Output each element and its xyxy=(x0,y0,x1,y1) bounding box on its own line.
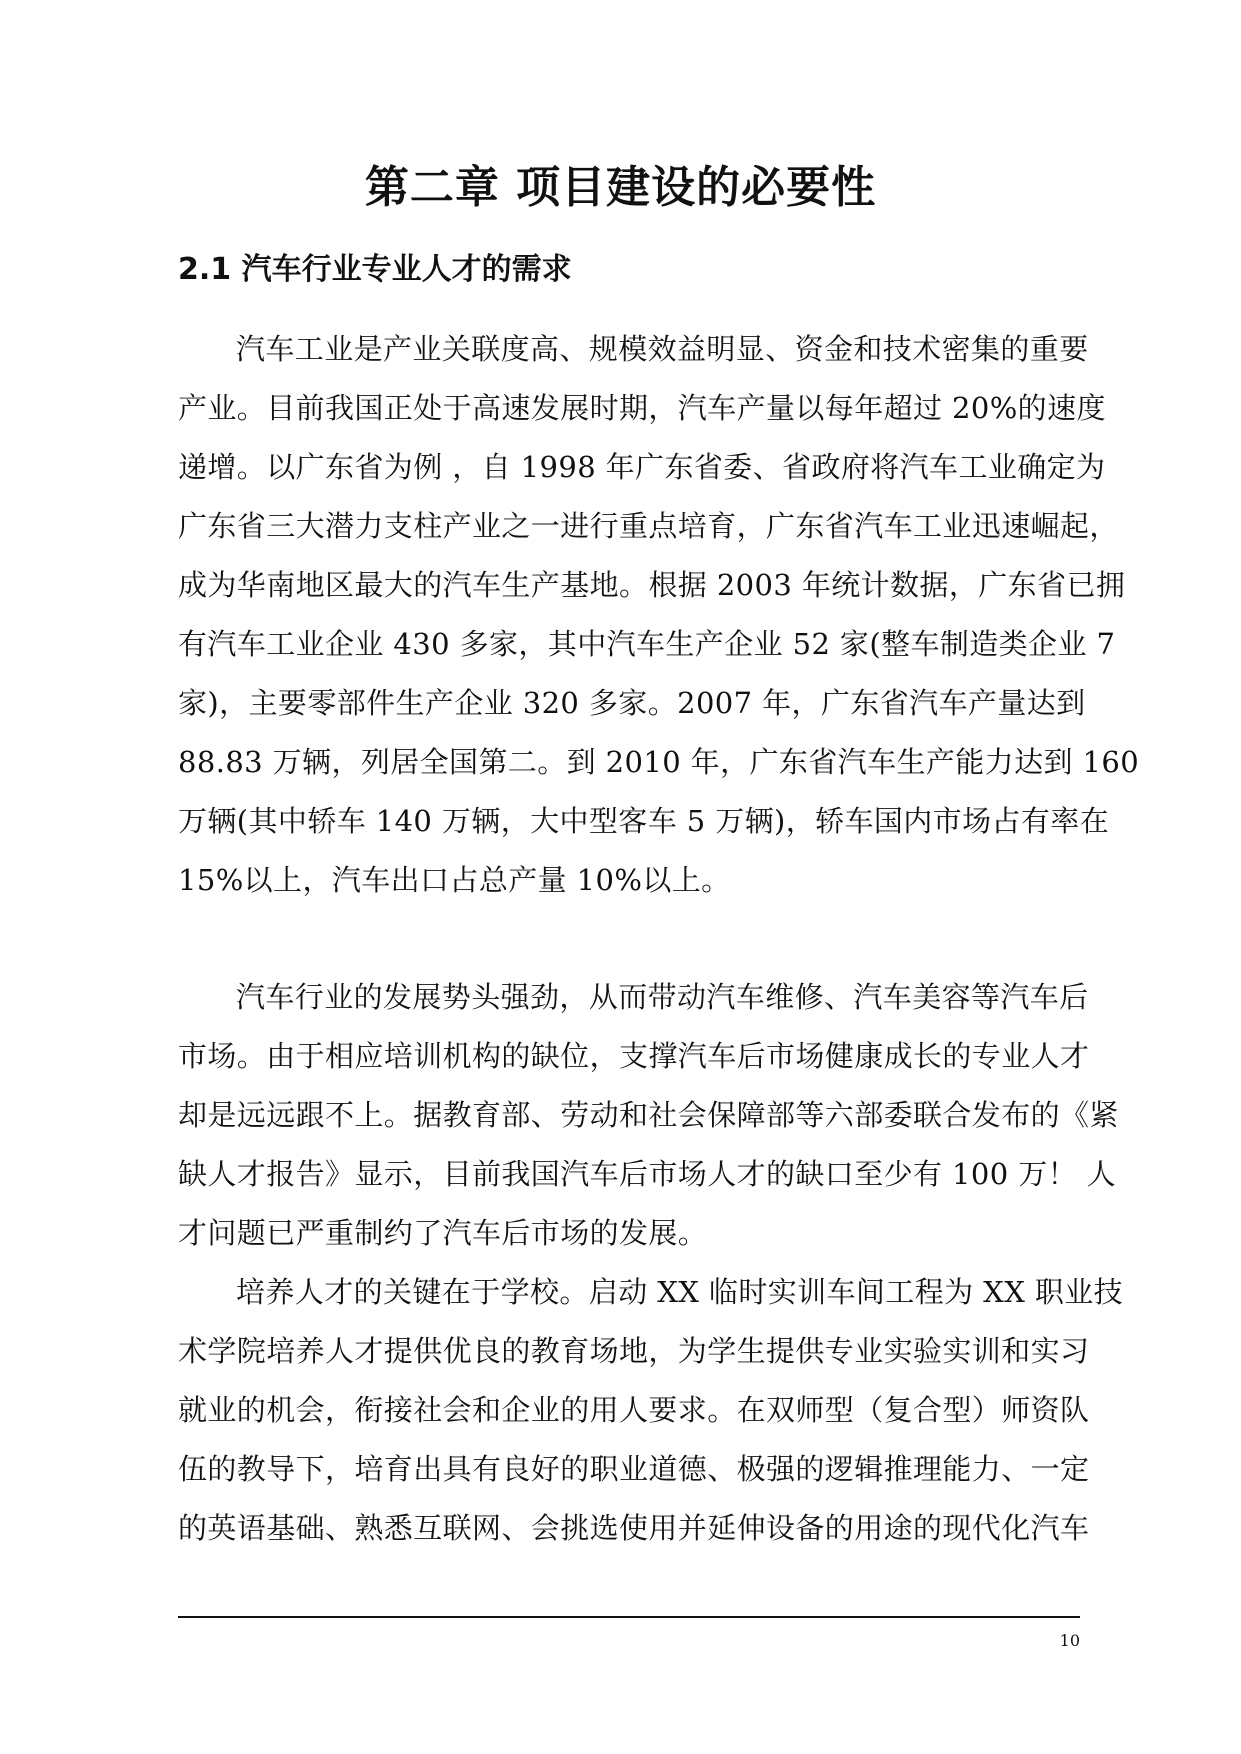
paragraph-line: 有汽车工业企业 430 多家，其中汽车生产企业 52 家(整车制造类企业 7 xyxy=(178,627,1116,661)
paragraph-school-training xyxy=(178,1263,1124,1558)
paragraph-line: 市场。由于相应培训机构的缺位，支撑汽车后市场健康成长的专业人才 xyxy=(178,1039,1090,1073)
paragraph-line: 汽车行业的发展势头强劲，从而带动汽车维修、汽车美容等汽车后 xyxy=(236,980,1089,1014)
paragraph-line: 成为华南地区最大的汽车生产基地。根据 2003 年统计数据，广东省已拥 xyxy=(178,568,1126,602)
paragraph-line: 广东省三大潜力支柱产业之一进行重点培育，广东省汽车工业迅速崛起， xyxy=(178,509,1119,543)
paragraph-line: 培养人才的关键在于学校。启动 XX 临时实训车间工程为 XX 职业技 xyxy=(236,1275,1124,1309)
paragraph-line: 万辆(其中轿车 140 万辆，大中型客车 5 万辆)，轿车国内市场占有率在 xyxy=(178,804,1110,838)
paragraph-line: 家)，主要零部件生产企业 320 多家。2007 年，广东省汽车产量达到 xyxy=(178,686,1086,720)
paragraph-line: 术学院培养人才提供优良的教育场地，为学生提供专业实验实训和实习 xyxy=(178,1334,1090,1368)
page-number: 10 xyxy=(1059,1631,1080,1650)
paragraph-line: 递增。以广东省为例 ，自 1998 年广东省委、省政府将汽车工业确定为 xyxy=(178,450,1106,484)
paragraph-auto-industry-overview xyxy=(178,320,1140,910)
paragraph-line: 的英语基础、熟悉互联网、会挑选使用并延伸设备的用途的现代化汽车 xyxy=(178,1511,1090,1545)
footer-rule xyxy=(178,1616,1080,1618)
paragraph-line: 产业。目前我国正处于高速发展时期，汽车产量以每年超过 20%的速度 xyxy=(178,391,1106,425)
paragraph-line: 15%以上，汽车出口占总产量 10%以上。 xyxy=(178,863,731,897)
paragraph-aftermarket-talent-gap xyxy=(178,968,1119,1263)
paragraph-line: 缺人才报告》显示，目前我国汽车后市场人才的缺口至少有 100 万！ 人 xyxy=(178,1157,1117,1191)
paragraph-line: 就业的机会，衔接社会和企业的用人要求。在双师型（复合型）师资队 xyxy=(178,1393,1090,1427)
paragraph-line: 才问题已严重制约了汽车后市场的发展。 xyxy=(178,1216,708,1250)
paragraph-line: 却是远远跟不上。据教育部、劳动和社会保障部等六部委联合发布的《紧 xyxy=(178,1098,1119,1132)
paragraph-line: 伍的教导下，培育出具有良好的职业道德、极强的逻辑推理能力、一定 xyxy=(178,1452,1090,1486)
section-heading: 2.1 汽车行业专业人才的需求 xyxy=(178,252,572,287)
chapter-title: 第二章 项目建设的必要性 xyxy=(364,162,877,213)
paragraph-line: 88.83 万辆，列居全国第二。到 2010 年，广东省汽车生产能力达到 160 xyxy=(178,745,1140,779)
paragraph-line: 汽车工业是产业关联度高、规模效益明显、资金和技术密集的重要 xyxy=(236,332,1089,366)
